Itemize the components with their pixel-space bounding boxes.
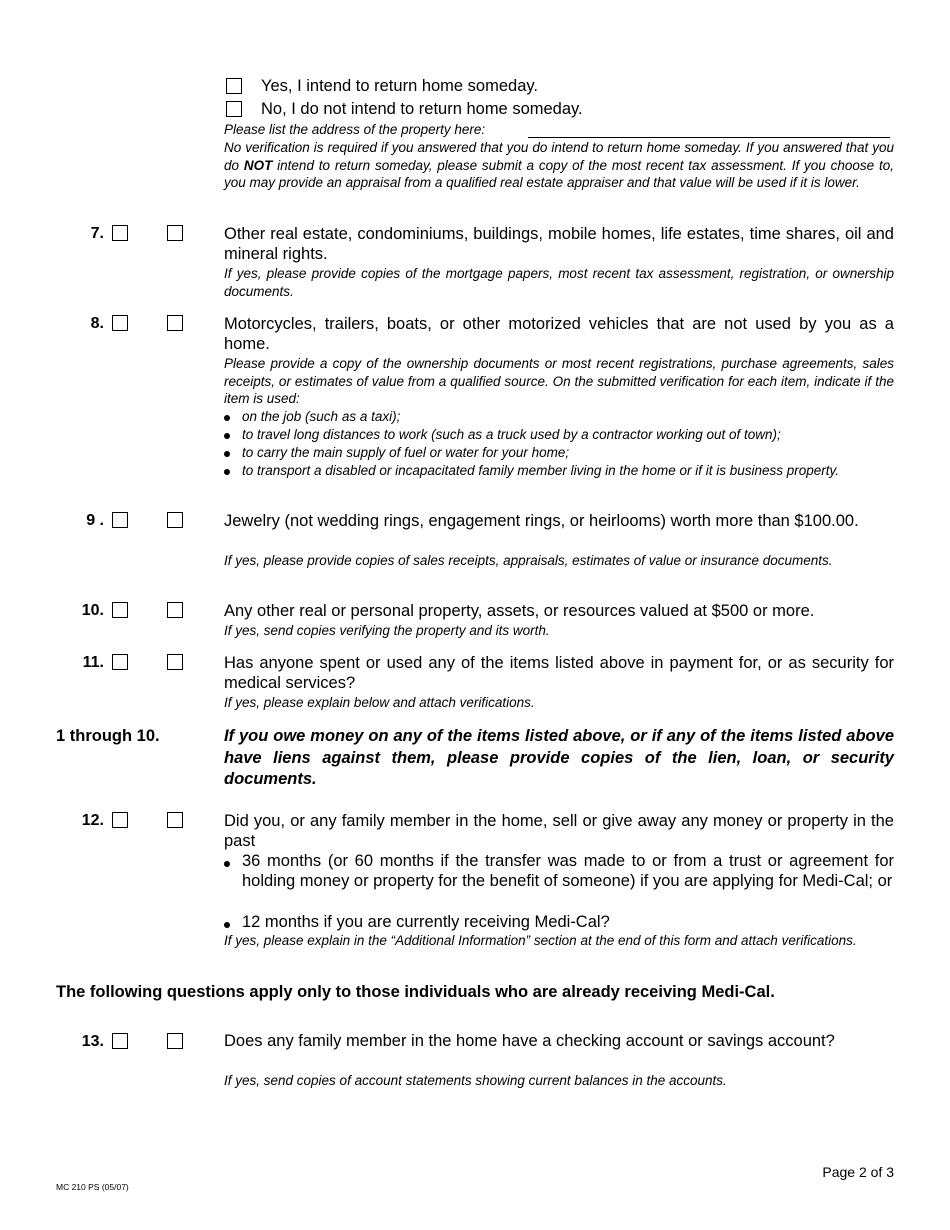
question-11-yes-checkbox[interactable] xyxy=(112,654,128,670)
question-12-text: Did you, or any family member in the home, sell or give away any money or property in the past xyxy=(224,812,894,850)
question-13-text: Does any family member in the home have a checking account or savings account? xyxy=(224,1032,835,1050)
question-8-bullet: on the job (such as a taxi); xyxy=(224,408,894,426)
question-8-bullet: to travel long distances to work (such as a truck used by a contractor working out of town); xyxy=(224,426,894,444)
no-return-home-label: No, I do not intend to return home someday. xyxy=(261,100,583,118)
bullet-icon xyxy=(224,415,230,421)
page-number: Page 2 of 3 xyxy=(822,1164,894,1180)
question-9-number: 9 . xyxy=(86,512,104,529)
through-text: If you owe money on any of the items listed above, or if any of the items listed above have liens against them, please provide copies of the lien, loan, or security documents. xyxy=(224,727,894,788)
question-11-note: If yes, please explain below and attach verifications. xyxy=(224,695,535,710)
address-field[interactable] xyxy=(528,121,890,138)
question-9-no-checkbox[interactable] xyxy=(167,512,183,528)
question-11-text: Has anyone spent or used any of the items listed above in payment for, or as security for medical services? xyxy=(224,654,894,692)
bullet-icon xyxy=(224,922,230,928)
question-8-no-checkbox[interactable] xyxy=(167,315,183,331)
question-7-yes-checkbox[interactable] xyxy=(112,225,128,241)
bullet-icon xyxy=(224,433,230,439)
question-9-yes-checkbox[interactable] xyxy=(112,512,128,528)
bullet-icon xyxy=(224,861,230,867)
question-8-yes-checkbox[interactable] xyxy=(112,315,128,331)
yes-return-home-checkbox[interactable] xyxy=(226,78,242,94)
question-13-yes-checkbox[interactable] xyxy=(112,1033,128,1049)
question-10-number: 10. xyxy=(81,602,104,619)
question-11-no-checkbox[interactable] xyxy=(167,654,183,670)
return-home-note: No verification is required if you answered that you do intend to return home someday. If you answered that you do NOT intend to return someday, please submit a copy of the most recent tax assessment. If you choose to, you may provide an appraisal from a qualified real estate appraiser and that value will be used if it is lower. xyxy=(224,140,894,190)
question-8-text: Motorcycles, trailers, boats, or other motorized vehicles that are not used by you as a home. xyxy=(224,315,894,353)
question-8-number: 8. xyxy=(90,315,104,332)
question-12-no-checkbox[interactable] xyxy=(167,812,183,828)
question-8-note: Please provide a copy of the ownership documents or most recent registrations, purchase agreements, sales receipts, or estimates of value from a qualified source. On the submitted verification for each item, indicate if the item is used: xyxy=(224,356,894,406)
question-12-number: 12. xyxy=(81,812,104,829)
through-label: 1 through 10. xyxy=(56,727,160,745)
question-7-text: Other real estate, condominiums, buildings, mobile homes, life estates, time shares, oil and mineral rights. xyxy=(224,225,894,263)
question-7-no-checkbox[interactable] xyxy=(167,225,183,241)
question-9-text: Jewelry (not wedding rings, engagement rings, or heirlooms) worth more than $100.00. xyxy=(224,512,859,530)
bullet-icon xyxy=(224,469,230,475)
question-8-bullet: to transport a disabled or incapacitated family member living in the home or if it is business property. xyxy=(224,462,894,480)
question-12-note: If yes, please explain in the “Additional Information” section at the end of this form and attach verifications. xyxy=(224,933,857,948)
question-12-bullet: 12 months if you are currently receiving Medi-Cal? xyxy=(224,912,894,932)
question-10-note: If yes, send copies verifying the property and its worth. xyxy=(224,623,550,638)
question-13-note: If yes, send copies of account statements showing current balances in the accounts. xyxy=(224,1073,727,1088)
question-13-no-checkbox[interactable] xyxy=(167,1033,183,1049)
section-heading: The following questions apply only to those individuals who are already receiving Medi-Cal. xyxy=(56,983,775,1001)
yes-return-home-label: Yes, I intend to return home someday. xyxy=(261,77,538,95)
question-7-note: If yes, please provide copies of the mortgage papers, most recent tax assessment, registration, or ownership documents. xyxy=(224,266,894,299)
question-10-no-checkbox[interactable] xyxy=(167,602,183,618)
bullet-icon xyxy=(224,451,230,457)
form-id: MC 210 PS (05/07) xyxy=(56,1182,129,1192)
question-10-yes-checkbox[interactable] xyxy=(112,602,128,618)
question-8-bullet: to carry the main supply of fuel or water for your home; xyxy=(224,444,894,462)
question-12-yes-checkbox[interactable] xyxy=(112,812,128,828)
question-13-number: 13. xyxy=(81,1033,104,1050)
question-10-text: Any other real or personal property, assets, or resources valued at $500 or more. xyxy=(224,602,815,620)
question-9-note: If yes, please provide copies of sales receipts, appraisals, estimates of value or insurance documents. xyxy=(224,553,833,568)
question-7-number: 7. xyxy=(90,225,104,242)
question-12-bullet: 36 months (or 60 months if the transfer was made to or from a trust or agreement for holding money or property for the benefit of someone) if you are applying for Medi-Cal; or xyxy=(224,851,894,891)
no-return-home-checkbox[interactable] xyxy=(226,101,242,117)
address-label: Please list the address of the property here: xyxy=(224,122,486,137)
question-11-number: 11. xyxy=(82,654,104,671)
